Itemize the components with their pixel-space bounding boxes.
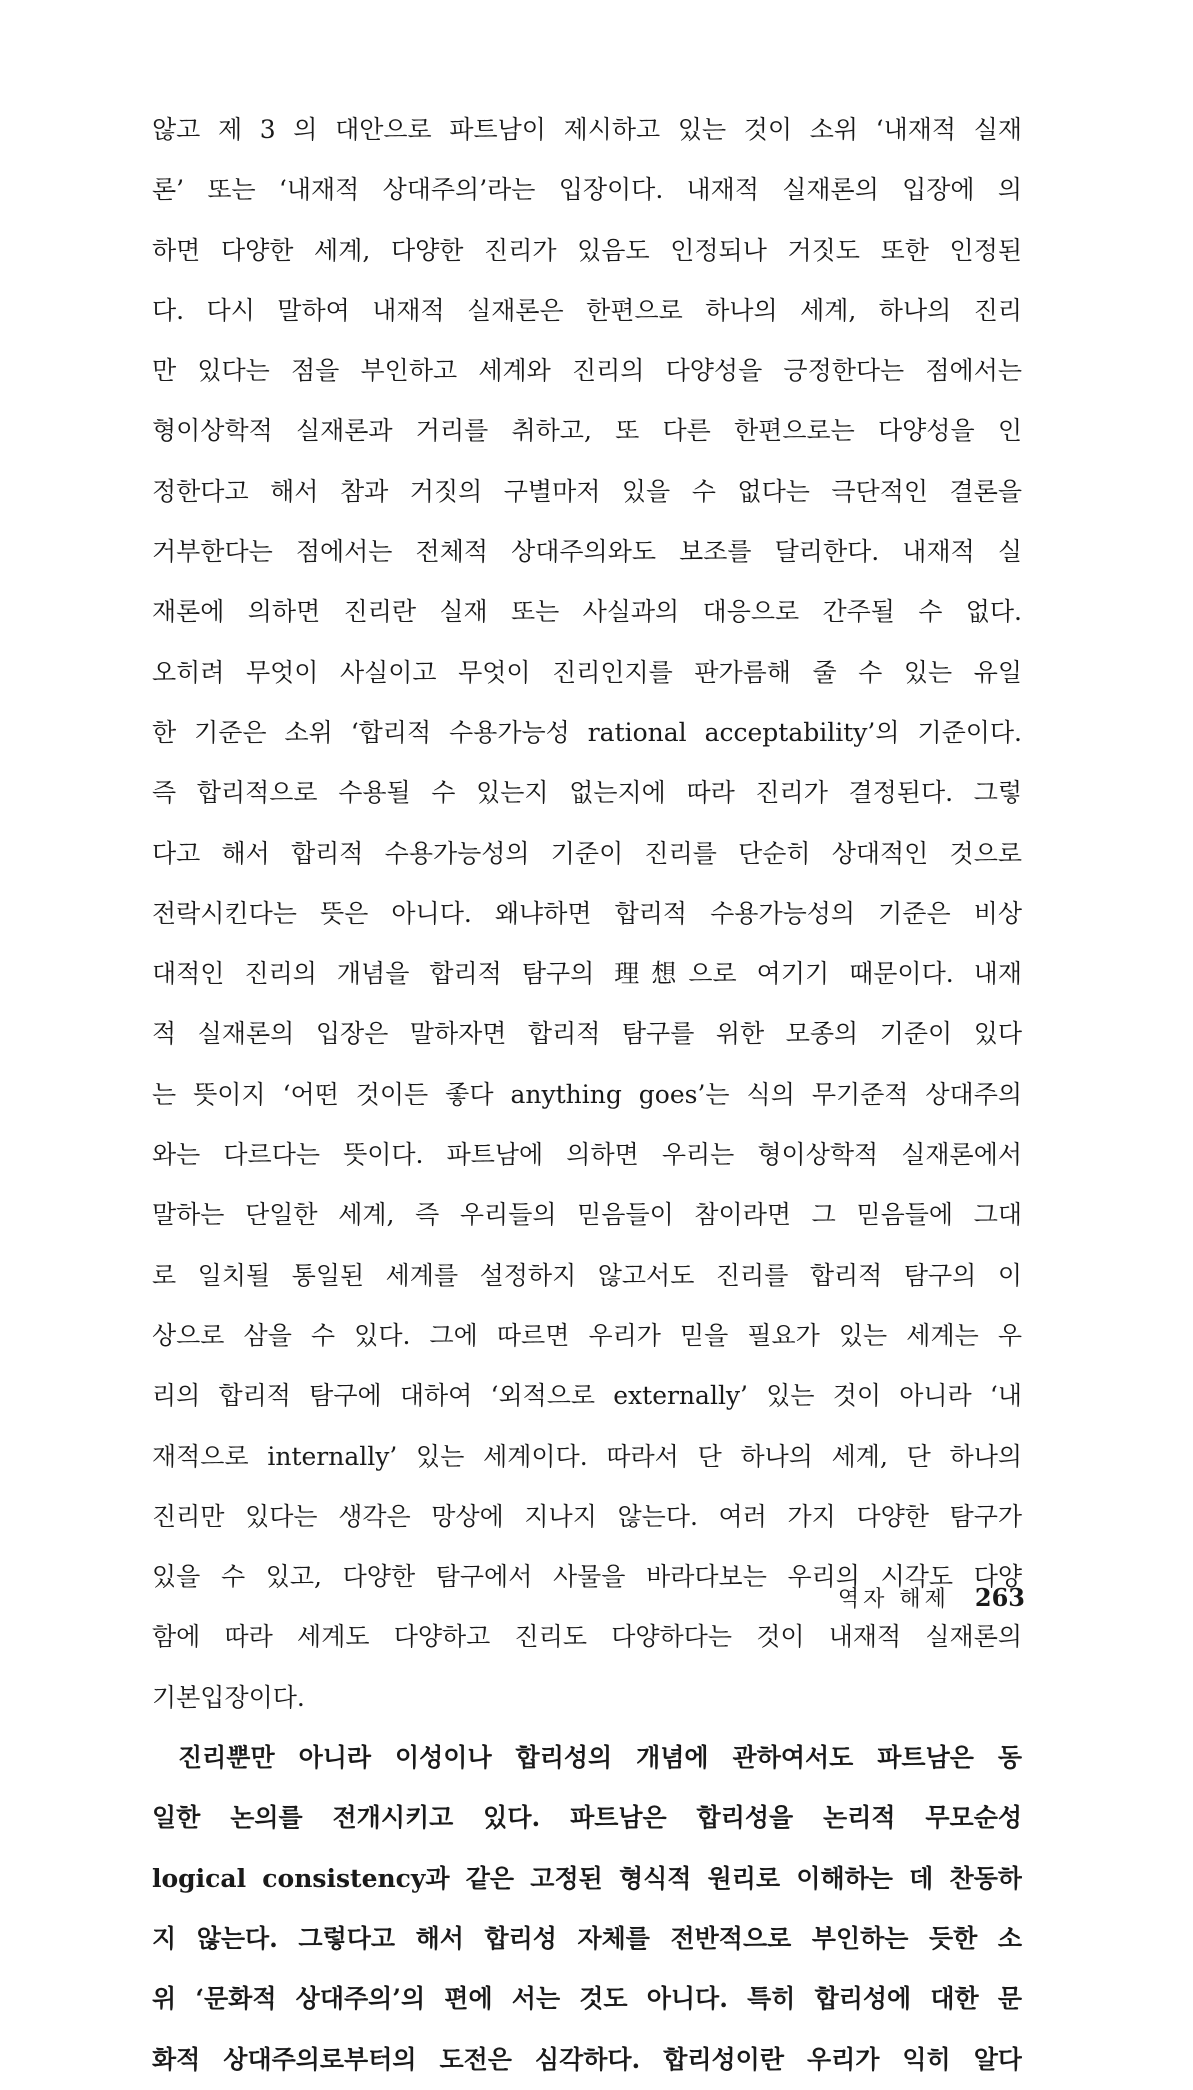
text-line: 정한다고 해서 참과 거짓의 구별마저 있을 수 없다는 극단적인 결론을: [152, 476, 1022, 506]
text-line: 즉 합리적으로 수용될 수 있는지 없는지에 따라 진리가 결정된다. 그렇: [152, 778, 1022, 808]
text-line: 한 기준은 소위 ‘합리적 수용가능성 rational acceptability’의 기준이다.: [152, 717, 1022, 747]
text-line: 오히려 무엇이 사실이고 무엇이 진리인지를 판가름해 줄 수 있는 유일: [152, 657, 1022, 687]
paragraph-end-line: 기본입장이다.: [152, 1682, 305, 1712]
text-line: 일한 논의를 전개시키고 있다. 파트남은 합리성을 논리적 무모순성: [152, 1803, 1022, 1833]
text-line: 상으로 삼을 수 있다. 그에 따르면 우리가 믿을 필요가 있는 세계는 우: [152, 1320, 1022, 1350]
text-line: 있을 수 있고, 다양한 탐구에서 사물을 바라다보는 우리의 시각도 다양: [152, 1562, 1022, 1592]
text-line: 거부한다는 점에서는 전체적 상대주의와도 보조를 달리한다. 내재적 실: [152, 537, 1022, 567]
paragraph-start-line: 진리뿐만 아니라 이성이나 합리성의 개념에 관하여서도 파트남은 동: [178, 1743, 1022, 1773]
text-line: 재론에 의하면 진리란 실재 또는 사실과의 대응으로 간주될 수 없다.: [152, 597, 1022, 627]
text-line: 않고 제 3 의 대안으로 파트남이 제시하고 있는 것이 소위 ‘내재적 실재: [152, 115, 1022, 144]
text-line: logical consistency과 같은 고정된 형식적 원리로 이해하는 데 찬동하: [152, 1863, 1022, 1893]
text-line: 리의 합리적 탐구에 대하여 ‘외적으로 externally’ 있는 것이 아니라 ‘내: [152, 1381, 1022, 1411]
text-line: 로 일치될 통일된 세계를 설정하지 않고서도 진리를 합리적 탐구의 이: [152, 1260, 1022, 1290]
page-footer: [0, 1578, 1025, 1618]
text-line: 화적 상대주의로부터의 도전은 심각하다. 합리성이란 우리가 익히 알다: [152, 2044, 1022, 2074]
body-text: [152, 100, 1022, 2090]
text-line: 지 않는다. 그렇다고 해서 합리성 자체를 전반적으로 부인하는 듯한 소: [152, 1923, 1022, 1953]
text-line: 적 실재론의 입장은 말하자면 합리적 탐구를 위한 모종의 기준이 있다: [152, 1019, 1022, 1049]
text-line: 다. 다시 말하여 내재적 실재론은 한편으로 하나의 세계, 하나의 진리: [152, 295, 1022, 325]
text-line: 전락시킨다는 뜻은 아니다. 왜냐하면 합리적 수용가능성의 기준은 비상: [152, 898, 1022, 928]
text-line: 하면 다양한 세계, 다양한 진리가 있음도 인정되나 거짓도 또한 인정된: [152, 235, 1022, 265]
text-line: 대적인 진리의 개념을 합리적 탐구의 理想으로 여기기 때문이다. 내재: [152, 959, 1022, 989]
page-number: 263: [974, 1583, 1025, 1612]
text-line: 위 ‘문화적 상대주의’의 편에 서는 것도 아니다. 특히 합리성에 대한 문: [152, 1984, 1022, 2014]
text-line: 말하는 단일한 세계, 즉 우리들의 믿음들이 참이라면 그 믿음들에 그대: [152, 1200, 1022, 1230]
text-line: 형이상학적 실재론과 거리를 취하고, 또 다른 한편으로는 다양성을 인: [152, 416, 1022, 446]
running-footer-title: 역자 해제: [837, 1587, 950, 1612]
text-line: 만 있다는 점을 부인하고 세계와 진리의 다양성을 긍정한다는 점에서는: [152, 356, 1022, 386]
text-line: 다고 해서 합리적 수용가능성의 기준이 진리를 단순히 상대적인 것으로: [152, 838, 1022, 868]
text-line: 는 뜻이지 ‘어떤 것이든 좋다 anything goes’는 식의 무기준적 상대주의: [152, 1079, 1022, 1109]
text-line: 와는 다르다는 뜻이다. 파트남에 의하면 우리는 형이상학적 실재론에서: [152, 1140, 1022, 1170]
text-line: 론’ 또는 ‘내재적 상대주의’라는 입장이다. 내재적 실재론의 입장에 의: [152, 175, 1022, 205]
text-line: 함에 따라 세계도 다양하고 진리도 다양하다는 것이 내재적 실재론의: [152, 1622, 1022, 1652]
text-line: 진리만 있다는 생각은 망상에 지나지 않는다. 여러 가지 다양한 탐구가: [152, 1501, 1022, 1531]
text-line: 재적으로 internally’ 있는 세계이다. 따라서 단 하나의 세계, 단 하나의: [152, 1441, 1022, 1471]
